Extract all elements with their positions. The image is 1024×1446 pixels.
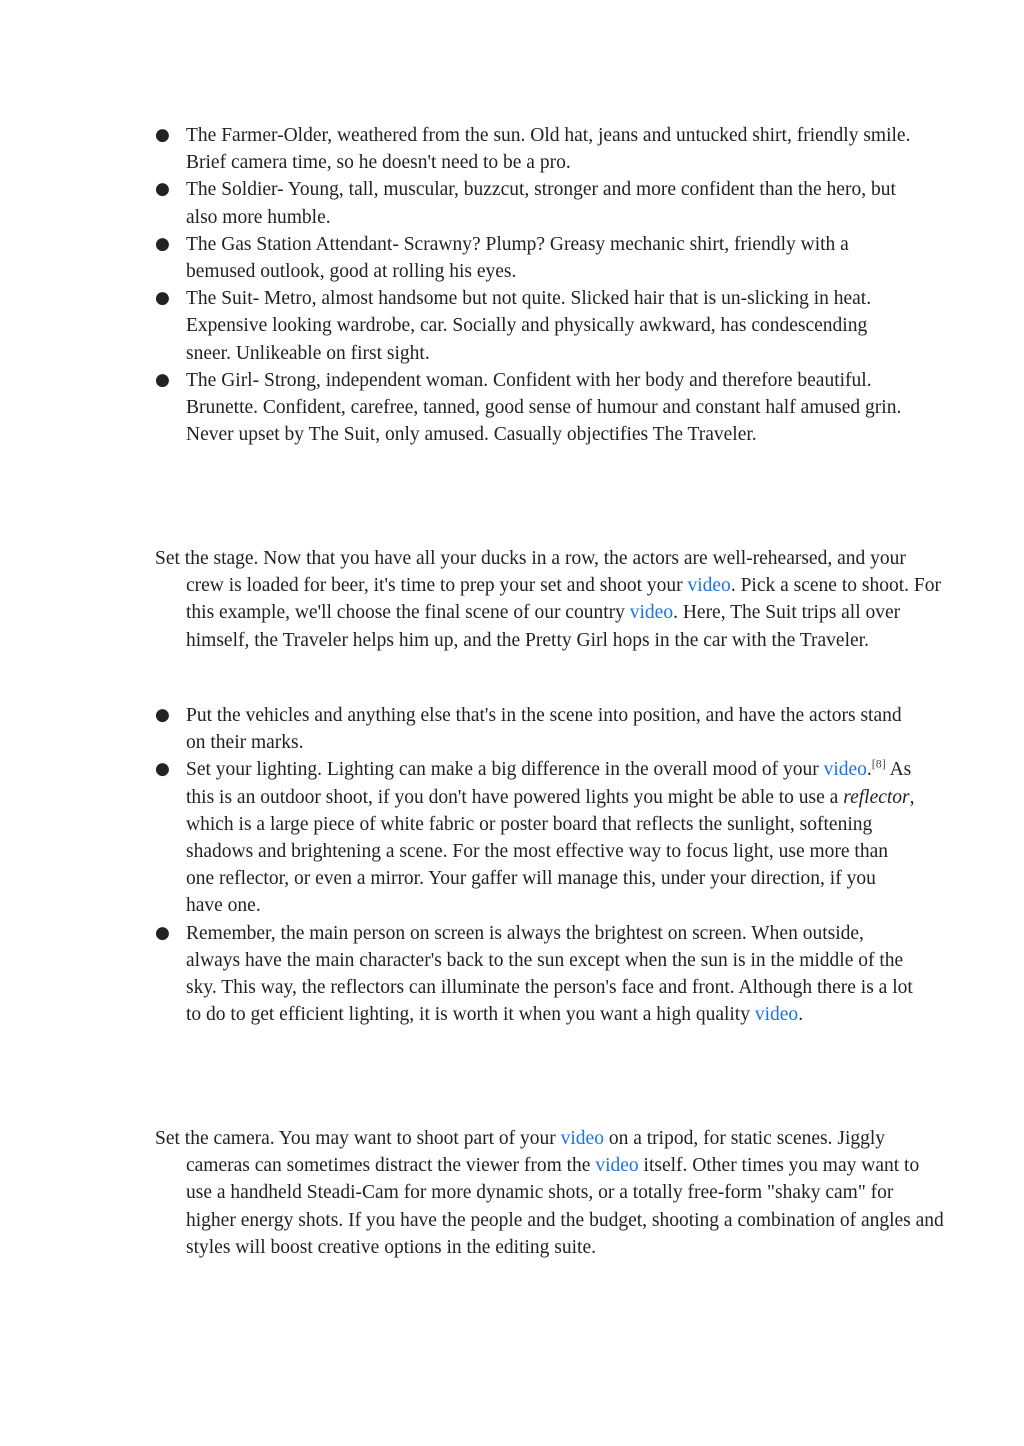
list-item-text: . [866,759,872,781]
list-item-text: As this is an outdoor shoot, if you don't have powered lights you might be able to use a [186,759,912,808]
bullet-icon: ● [155,759,170,780]
set-the-camera-paragraph [155,1125,946,1261]
list-item-text: , which is a large piece of white fabric or poster board that reflects the sunlight, softening shadows and brightening a scene. For the most effective way to focus light, use more than one reflector, or even a mirror. Your gaffer will manage this, under your direction, if you have one. [186,786,915,917]
list-item [155,231,915,285]
paragraph-text: Set the camera. You may want to shoot part of your [155,1128,561,1149]
list-item [155,702,915,756]
list-item-text: The Soldier- Young, tall, muscular, buzzcut, stronger and more confident than the hero, but also more humble. [186,179,896,228]
list-item-text: The Farmer-Older, weathered from the sun. Old hat, jeans and untucked shirt, friendly smile. Brief camera time, so he doesn't need to be a pro. [186,125,911,174]
bullet-icon: ● [155,922,170,943]
character-list [155,122,915,448]
list-item-text: The Gas Station Attendant- Scrawny? Plump? Greasy mechanic shirt, friendly with a bemused outlook, good at rolling his eyes. [186,233,849,283]
citation-ref[interactable]: [8] [871,756,886,771]
paragraph-text: . Here, The Suit trips all over himself, the Traveler helps him up, and the Pretty Girl hops in the car with the Traveler. [186,602,901,651]
video-link[interactable]: video [560,1128,604,1149]
list-item [155,122,915,176]
video-link[interactable]: video [629,602,674,624]
bullet-icon: ● [155,233,170,254]
paragraph-text: . Pick a scene to shoot. For this example, we'll choose the final scene of our country [186,575,941,624]
list-item [155,756,915,919]
list-item-text: . [798,1004,804,1026]
list-item-text: Set your lighting. Lighting can make a big difference in the overall mood of your [186,759,824,781]
bullet-icon: ● [155,705,170,725]
bullet-icon: ● [155,288,170,309]
list-item-text: The Suit- Metro, almost handsome but not quite. Slicked hair that is un-slicking in heat. Expensive looking wardrobe, car. Socially and physically awkward, has condescending sneer. Unlikeable on first sight. [186,288,872,364]
video-link[interactable]: video [687,575,731,597]
paragraph-text: on a tripod, for static scenes. Jiggly cameras can sometimes distract the viewer from the [186,1128,886,1177]
bullet-icon: ● [155,369,170,390]
list-item-text: Remember, the main person on screen is always the brightest on screen. When outside, always have the main character's back to the sun except when the sun is in the middle of the sky. This way, the reflectors can illuminate the person's face and front. Although there is a lot to do to get efficient lighting, it is worth it when you want a high quality [186,922,913,1026]
video-link[interactable]: video [823,759,867,781]
list-item-text: The Girl- Strong, independent woman. Confident with her body and therefore beautiful. Brunette. Confident, carefree, tanned, good sense of humour and constant half amused grin. Never upset by The Suit, only amused. Casually objectifies The Traveler. [186,369,902,446]
list-item [155,176,915,230]
stage-steps-list [155,702,915,1028]
list-item [155,285,915,367]
paragraph-text: Set the stage. Now that you have all your ducks in a row, the actors are well-rehearsed, and your crew is loaded for beer, it's time to prep your set and shoot your [155,548,906,597]
list-item [155,920,915,1029]
bullet-icon: ● [155,179,170,200]
bullet-icon: ● [155,125,170,145]
video-link[interactable]: video [754,1004,799,1026]
list-item-text: Put the vehicles and anything else that's in the scene into position, and have the actors stand on their marks. [186,705,902,754]
video-link[interactable]: video [595,1155,639,1177]
emphasis-text: reflector [843,786,910,808]
list-item [155,367,915,449]
set-the-stage-paragraph [155,545,946,654]
paragraph-text: itself. Other times you may want to use a handheld Steadi-Cam for more dynamic shots, or a totally free-form "shaky cam" for higher energy shots. If you have the people and the budget, shooting a combination of angles and styles will boost creative options in the editing suite. [186,1155,944,1258]
